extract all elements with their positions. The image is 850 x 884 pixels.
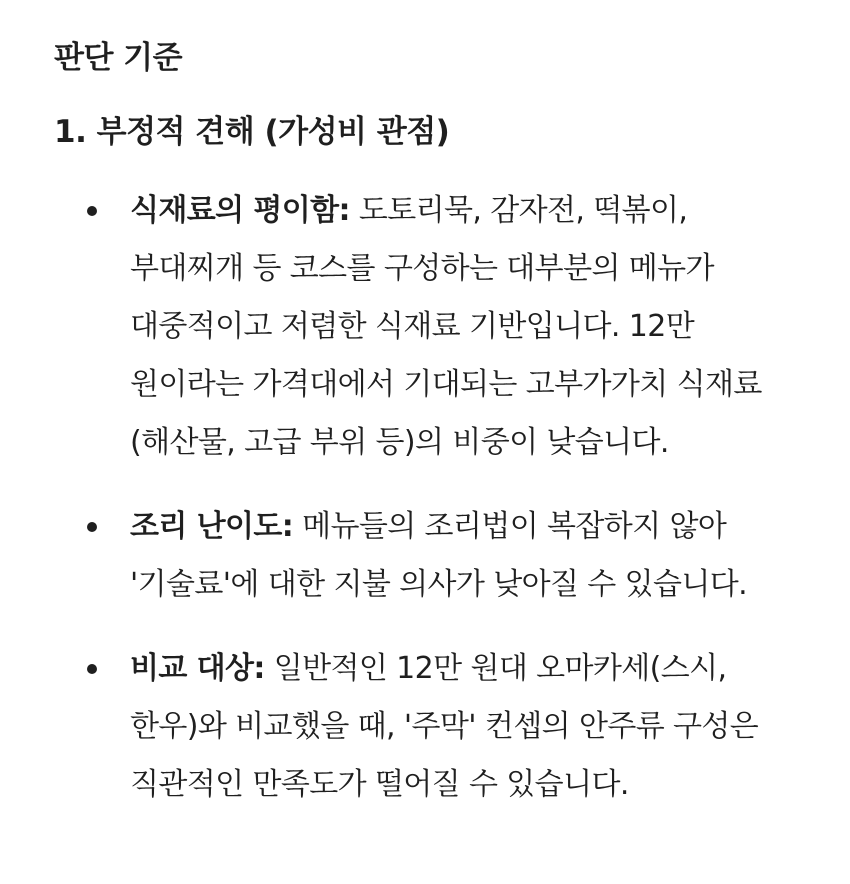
list-item-ingredients bbox=[0, 182, 850, 472]
bullet-dot-icon bbox=[87, 664, 97, 674]
criteria-list bbox=[0, 182, 850, 840]
list-item-comparison bbox=[0, 640, 850, 814]
bullet-dot-icon bbox=[87, 522, 97, 532]
bullet-text: 메뉴들의 조리법이 복잡하지 않아 '기술료'에 대한 지불 의사가 낮아질 수 있습니다. bbox=[130, 509, 748, 602]
bullet-label: 조리 난이도: bbox=[130, 509, 294, 544]
bullet-label: 비교 대상: bbox=[130, 651, 265, 686]
section-title: 판단 기준 bbox=[54, 40, 183, 76]
bullet-dot-icon bbox=[87, 206, 97, 216]
bullet-text: 일반적인 12만 원대 오마카세(스시, 한우)와 비교했을 때, '주막' 컨셉의 안주류 구성은 직관적인 만족도가 떨어질 수 있습니다. bbox=[130, 651, 759, 802]
negative-view-heading: 1. 부정적 견해 (가성비 관점) bbox=[54, 114, 450, 150]
bullet-text: 도토리묵, 감자전, 떡볶이, 부대찌개 등 코스를 구성하는 대부분의 메뉴가 대중적이고 저렴한 식재료 기반입니다. 12만 원이라는 가격대에서 기대되는 고부가가치 식재료(해산물, 고급 부위 등)의 비중이 낮습니다. bbox=[130, 193, 762, 460]
list-item-difficulty bbox=[0, 498, 850, 614]
bullet-label: 식재료의 평이함: bbox=[130, 193, 350, 228]
